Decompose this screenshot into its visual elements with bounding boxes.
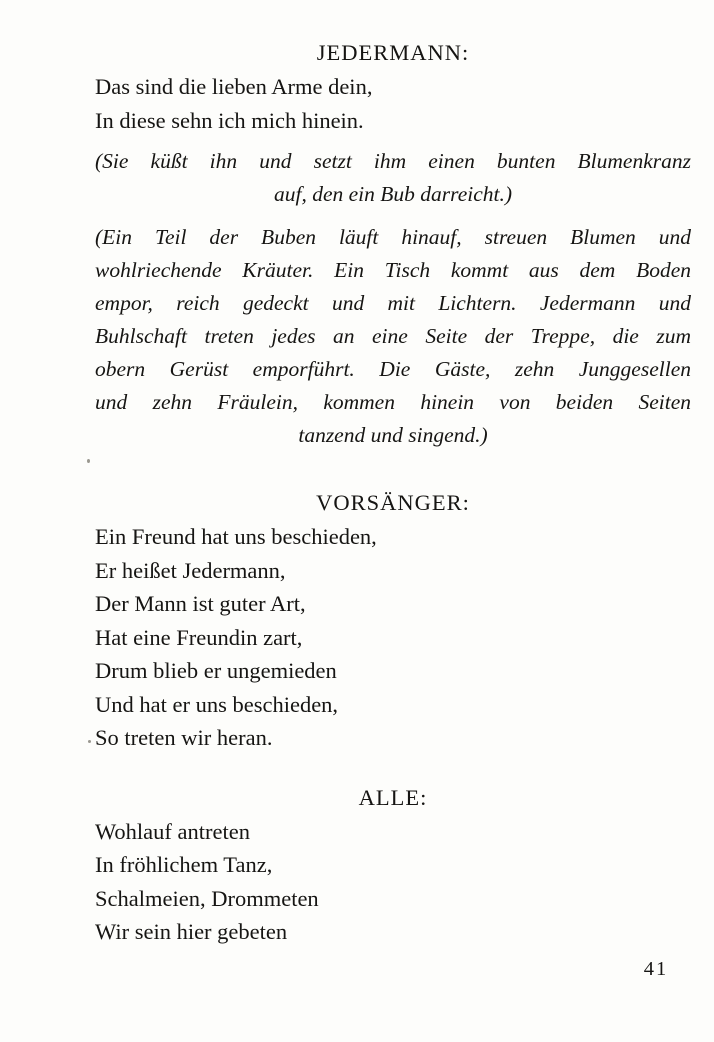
scan-speck (87, 459, 90, 463)
stage-direction-line: obern Gerüst emporführt. Die Gäste, zehn Junggesellen (95, 357, 691, 381)
stage-direction-line: (Ein Teil der Buben läuft hinauf, streuen Blumen und (95, 225, 691, 249)
verse-line: Wohlauf antreten (95, 818, 250, 844)
verse-line: Wir sein hier gebeten (95, 919, 288, 944)
verse-line: Er heißet Jedermann, (95, 557, 286, 583)
stage-direction-line: Buhlschaft treten jedes an eine Seite der Treppe, die zum (95, 324, 691, 348)
stage-direction-line: tanzend und singend.) (298, 423, 488, 447)
stage-direction-scene (95, 221, 691, 452)
verse-line: So treten wir heran. (95, 725, 273, 750)
stage-direction-line: und zehn Fräulein, kommen hinein von beiden Seiten (95, 390, 691, 414)
speaker-heading-vorsaenger: VORSÄNGER: (316, 490, 470, 515)
verse-line: In fröhlichem Tanz, (95, 852, 273, 877)
speaker-heading-alle: ALLE: (358, 784, 428, 810)
text-block (95, 36, 691, 949)
speaker-heading-jedermann: JEDERMANN: (316, 40, 470, 65)
stage-direction-line: empor, reich gedeckt und mit Lichtern. Jedermann und (95, 291, 691, 315)
verse-line: Der Mann ist guter Art, (95, 591, 306, 616)
scan-speck (88, 740, 91, 743)
stage-direction-line: wohlriechende Kräuter. Ein Tisch kommt aus dem Boden (95, 258, 691, 282)
verse-line: Schalmeien, Drommeten (95, 885, 319, 911)
verse-line: Und hat er uns beschieden, (95, 691, 339, 717)
stage-direction-line: (Sie küßt ihn und setzt ihm einen bunten Blumenkranz (95, 149, 691, 173)
verse-line: Hat eine Freundin zart, (95, 624, 303, 650)
page-number: 41 (643, 958, 669, 980)
verse-line: Ein Freund hat uns beschieden, (95, 524, 377, 549)
stage-direction-kiss (95, 145, 691, 211)
verse-line: In diese sehn ich mich hinein. (95, 107, 364, 133)
stage-direction-line: auf, den ein Bub darreicht.) (273, 182, 513, 206)
verse-line: Drum blieb er ungemieden (95, 658, 337, 683)
verse-line: Das sind die lieben Arme dein, (95, 74, 373, 99)
